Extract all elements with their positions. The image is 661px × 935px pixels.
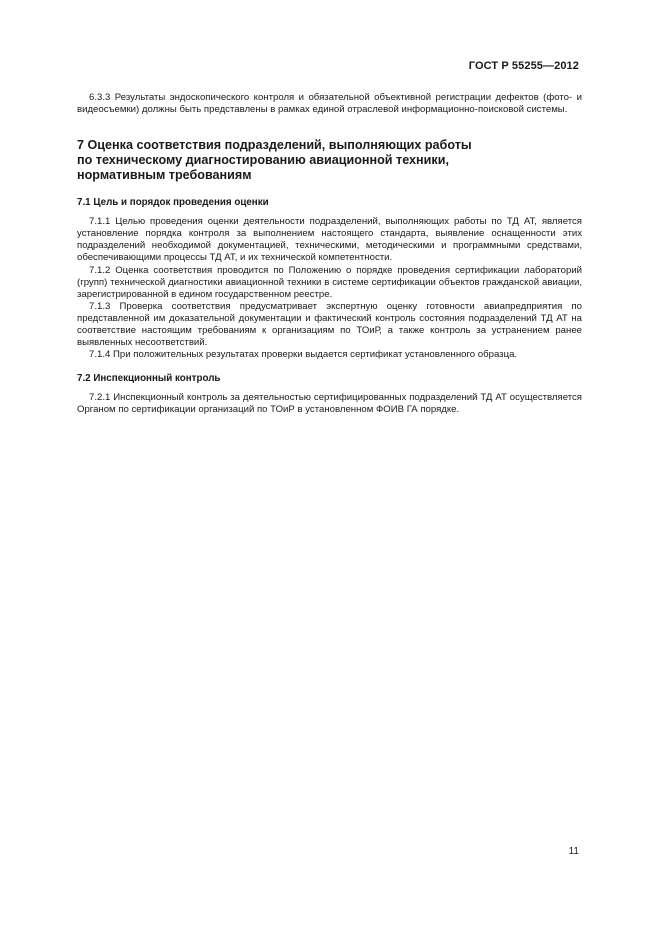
- section-7-number: 7: [77, 138, 85, 153]
- paragraph-7-2-1: 7.2.1 Инспекционный контроль за деятельностью сертифицированных подразделений ТД АТ осуществляется Органом по сертификации организаций по ТОиР в установленном ФОИВ ГА порядке.: [77, 392, 582, 416]
- section-7-heading-line-2: по техническому диагностированию авиационной техники,: [77, 153, 449, 168]
- subsection-7-1-heading: 7.1 Цель и порядок проведения оценки: [77, 197, 269, 209]
- subsection-7-2-heading: 7.2 Инспекционный контроль: [77, 373, 221, 385]
- page-number: 11: [568, 846, 579, 857]
- paragraph-7-1-4: 7.1.4 При положительных результатах проверки выдается сертификат установленного образца.: [89, 349, 518, 361]
- document-body: [77, 92, 582, 417]
- paragraph-6-3-3-text: 6.3.3 Результаты эндоскопического контроля и обязательной объективной регистрации дефектов (фото- и видеосъемки) должны быть представлены в рамках единой отраслевой информационно-поисковой системы.: [77, 92, 582, 116]
- section-7-title-line-1: Оценка соответствия подразделений, выполняющих работы: [87, 138, 472, 153]
- paragraph-7-1-2: 7.1.2 Оценка соответствия проводится по Положению о порядке проведения сертификации лабораторий (групп) технической диагностики авиационной техники в системе сертификации объектов гражданской авиации, зарегистрированной в едином государственном реестре.: [77, 264, 582, 300]
- paragraph-7-1-1: 7.1.1 Целью проведения оценки деятельности подразделений, выполняющих работы по ТД АТ, является установление порядка контроля за выполнением настоящего стандарта, выявление оснащенности этих подразделений необходимой документацией, техническими, методическими и программными средствами, обеспечивающими процессы ТД АТ, и их технической компетентности.: [77, 216, 582, 264]
- document-standard-header: ГОСТ Р 55255—2012: [468, 60, 579, 72]
- section-7-heading: [77, 138, 582, 183]
- paragraph-7-1-3: 7.1.3 Проверка соответствия предусматривает экспертную оценку готовности авиапредприятия по представленной им доказательной документации и фактический контроль состояния подразделений ТД АТ на соответствие настоящим требованиям к организациям по ТОиР, а также контроль за устранением ранее выявленных несоответствий.: [77, 300, 582, 349]
- section-7-heading-line-3: нормативным требованиям: [77, 168, 252, 183]
- section-7-heading-line-1: [77, 138, 582, 153]
- paragraph-6-3-3: [77, 92, 582, 116]
